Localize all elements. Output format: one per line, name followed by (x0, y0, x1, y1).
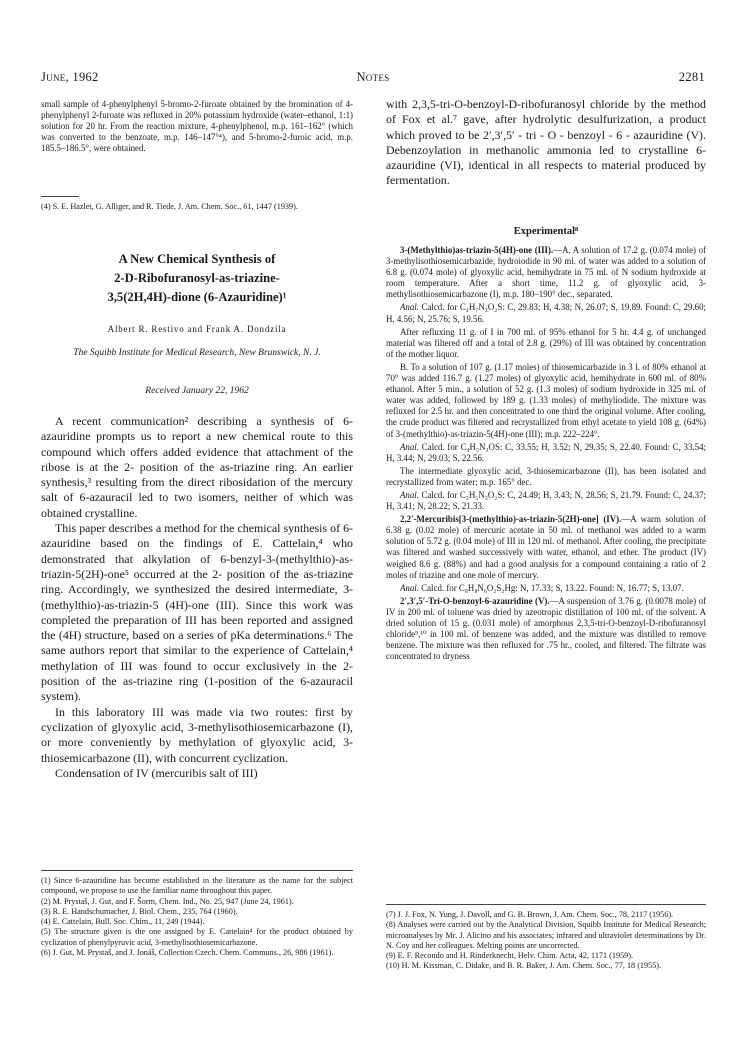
footnote-7: (7) J. J. Fox, N. Yung, J. Davoll, and G. B. Brown, J. Am. Chem. Soc., 78, 2117 (1956). (386, 910, 674, 919)
exp-text-3: After refluxing 11 g. of I in 700 ml. of 95% ethanol for 5 hr. 4.4 g. of unchanged material was filtered off and a total of 2.8 g. (29%) of III was obtained by concentration of the mother liquor. (386, 326, 706, 359)
received-block (41, 386, 353, 396)
exp-section-8 (386, 514, 706, 581)
footnote-9: (9) E. F. Recondo and H. Rinderknecht, Helv. Chim. Acta, 42, 1171 (1959). (386, 951, 634, 961)
left-footnote-4 (41, 202, 353, 212)
body-paragraph-3: In this laboratory III was made via two routes: first by cyclization of glyoxylic acid, 3-methylisothiosemicarbazone (I), or more conveniently by methylation of glyoxylic acid, 3-thiosemicarbazone (II), with concurrent cyclization. (41, 704, 353, 765)
exp-heading-9: Anal. (400, 582, 419, 593)
footnote-6: (6) J. Gut, M. Prystaš, and J. Jonáš, Collection Czech. Chem. Communs., 26, 986 (1961). (41, 948, 334, 958)
exp-text-10: —A suspension of 3.76 g. (0.0078 mole) of IV in 200 ml. of toluene was dried by azeotropic distillation of 100 ml. of the solvent. A dried solution of 15 g. (0.031 mole) of amorphous 2,3,5-tri-O-benzoyl-D-ribofuranosyl chloride⁹,¹⁰ in 100 ml. of benzene was added, and the mixture was distilled to remove benzene. The mixture was then refluxed for .75 hr., cooled, and filtered. The filtrate was concentrated to dryness (386, 595, 706, 662)
exp-section-4 (386, 362, 706, 440)
exp-heading-10: 2′,3′,5′-Tri-O-benzoyl-6-azauridine (V). (400, 595, 550, 606)
right-continuation (386, 97, 706, 189)
left-intro (41, 99, 353, 154)
authors: Albert R. Restivo and Frank A. Dondzila (107, 324, 287, 334)
footnote-4: (4) S. E. Hazlet, G. Alliger, and R. Tiede, J. Am. Chem. Soc., 61, 1447 (1939). (41, 202, 298, 211)
exp-heading-1: 3-(Methylthio)as-triazin-5(4H)-one (III). (400, 245, 554, 255)
body-paragraph-1: A recent communication² describing a synthesis of 6-azauridine prompts us to report a new chemical route to this compound which offers added evidence that attachment of the ribose is at the 2- position of the as-triazine ring. An earlier synthesis,³ resulting from the direct ribosidation of the mercury salt of 6-azauracil led to two isomers, neither of which was obtained crystalline. (41, 414, 353, 520)
footnote-8: (8) Analyses were carried out by the Analytical Division, Squibb Institute for Medical Research; microanalyses by Mr. J. Alicino and his associates; infrared and ultraviolet determinations by Dr. N. Coy and her colleagues. Melting points are uncorrected. (386, 920, 706, 950)
experimental-body (386, 245, 706, 662)
exp-section-9 (386, 583, 706, 594)
page-number: 2281 (678, 70, 705, 84)
footnote-3: (3) R. E. Handschumacher, J. Biol. Chem., 235, 764 (1960). (41, 906, 238, 916)
exp-text-6: The intermediate glyoxylic acid, 3-thiosemicarbazone (II), has been isolated and recrystallized from water; m.p. 165° dec. (386, 465, 706, 487)
exp-section-2 (386, 302, 706, 324)
exp-text-2: Calcd. for C₄H₇N₃O₂S: C, 29.83; H, 4.38; N, 26.07; S, 19.89. Found: C, 29.60; H, 4.56; N, 25.76; S, 19.56. (386, 302, 706, 324)
title-line-1: A New Chemical Synthesis of (118, 252, 276, 266)
footnote-5: (5) The structure given is the one assigned by E. Cattelain⁴ for the product obtained by cyclization of phenylpyruvic acid, 3-methylisothiosemicarbazone. (41, 927, 353, 947)
exp-section-7 (386, 490, 706, 512)
header-section: Notes (356, 70, 390, 84)
footnote-10: (10) H. M. Kissman, C. Didake, and B. R. Baker, J. Am. Chem. Soc., 77, 18 (1955). (386, 961, 662, 971)
exp-text-7: Calcd. for C₃H₅N₃O₂S: C, 24.49; H, 3.43; N, 28.56; S, 21.79. Found: C, 24.37; H, 3.41; N, 28.22; S, 21.33. (386, 489, 706, 512)
title-line-2: 2-D-Ribofuranosyl-as-triazine- (114, 271, 280, 285)
title-line-3: 3,5(2H,4H)-dione (6-Azauridine)¹ (107, 290, 287, 304)
exp-text-1: —A. A solution of 17.2 g. (0.074 mole) of 3-methylisothiosemicarbazide, hydroiodide in 90 ml. of water was added to a solution of 6.8 g. (0.074 mole) of glyoxylic acid, hemihydrate in 75 ml. of N sodium hydroxide at room temperature. After a short time, 11.2 g. of glyoxylic acid, 3-methylisothiosemicarbazone (I), m.p. 180–190° dec., separated. (386, 245, 706, 300)
exp-heading-7: Anal. (400, 489, 419, 500)
body-paragraph-4: Condensation of IV (mercuribis salt of III) (55, 765, 258, 780)
institution-block (55, 347, 339, 359)
exp-heading-8: 2,2′-Mercuribis[3-(methylthio)-as-triazin-5(2H)-one] (IV). (400, 514, 622, 525)
article-body (41, 414, 353, 781)
right-footnotes (386, 910, 706, 972)
header-date: June, 1962 (41, 70, 99, 84)
exp-section-10 (386, 596, 706, 663)
exp-text-9: Calcd. for C₈H₈N₆O₂S₂Hg: N, 17.33; S, 13.22. Found: N, 16.77; S, 13.07. (418, 582, 684, 593)
exp-section-5 (386, 442, 706, 464)
exp-text-8: —A warm solution of 6.38 g. (0.02 mole) of mercuric acetate in 50 ml. of methanol was added to a warm solution of 5.72 g. (0.04 mole) of III in 120 ml. of methanol. After cooling, the precipitate was filtered and washed successively with water, ethanol, and ether. The product (IV) weighed 8.6 g. (88%) and had a good analysis for a compound containing a ratio of 2 moles of triazine and one mole of mercury. (386, 514, 706, 580)
footnote-rule (41, 196, 79, 197)
footnote-4b: (4) E. Cattelain, Bull. Soc. Chim., 11, 249 (1944). (41, 917, 205, 927)
experimental-heading: Experimental⁸ (513, 226, 579, 237)
running-header (41, 70, 705, 88)
continuation-paragraph: with 2,3,5-tri-O-benzoyl-D-ribofuranosyl chloride by the method of Fox et al.⁷ gave, after hydrolytic desulfurization, a product which proved to be 2′,3′,5′ - tri - O - benzoyl - 6 - azauridine (V). Debenzoylation in methanolic ammonia led to crystalline 6-azauridine (VI), identical in all respects to material produced by fermentation. (386, 97, 706, 188)
right-footnote-rule (386, 904, 706, 905)
left-footnote-rule (41, 870, 353, 871)
received-date: Received January 22, 1962 (145, 386, 249, 396)
exp-text-5: Calcd. for C₄H₅N₃OS: C, 33.55; H, 3.52; N, 29.35; S, 22.40. Found: C, 33.54; H, 3.44; N, 29.03; S, 22.56. (386, 441, 706, 463)
footnote-2: (2) M. Prystaš, J. Gut, and F. Šorm, Chem. Ind., No. 25, 947 (June 24, 1961). (41, 896, 294, 906)
left-footnotes (41, 876, 353, 958)
footnote-1: (1) Since 6-azauridine has become established in the literature as the name for the subject compound, we propose to use the familiar name throughout this paper. (41, 876, 353, 896)
exp-heading-5: Anal. (400, 441, 419, 452)
exp-section-6 (386, 466, 706, 488)
institution: The Squibb Institute for Medical Research, New Brunswick, N. J. (73, 348, 321, 358)
body-paragraph-2: This paper describes a method for the chemical synthesis of 6-azauridine based on the findings of E. Cattelain,⁴ who demonstrated that alkylation of 6-benzyl-3-(methylthio)-as-triazin-5(2H)-one⁵ occurred at the 2- position of the as-triazine ring. Accordingly, we synthesized the desired intermediate, 3-(methylthio)-as-triazin-5 (4H)-one (III). Since this work was completed the preparation of III has been reported and assigned the (4H) structure, based on a series of pKa determinations.⁶ The same authors report that similar to the experience of Cattelain,⁴ methylation of III was found to occur exclusively in the 2- position of the as-triazine ring (1-position of the 6-azauracil system). (41, 521, 353, 704)
exp-section-1 (386, 245, 706, 300)
experimental-heading-block (386, 226, 706, 237)
authors-block (41, 324, 353, 334)
exp-section-3 (386, 327, 706, 360)
intro-paragraph: small sample of 4-phenylphenyl 5-bromo-2-furoate obtained by the bromination of 4-phenylphenyl 2-furoate was refluxed in 20% potassium hydroxide (water–ethanol, 1:1) solution for 20 hr. From the reaction mixture, 4-phenylphenol, m.p. 161–162° (which was converted to the benzoate, m.p. 146–147°⁴), and 5-bromo-2-furoic acid, m.p. 185.5–186.5°, were obtained. (41, 99, 353, 154)
exp-heading-2: Anal. (400, 302, 419, 313)
article-title (41, 250, 353, 307)
exp-text-4: B. To a solution of 107 g. (1.17 moles) of thiosemicarbazide in 3 l. of 80% ethanol at 70° was added 116.7 g. (1.27 moles) of glyoxylic acid, hemihydrate in 600 ml. of 80% ethanol. After 5 min., a solution of 52 g. (1.3 moles) of sodium hydroxide in 325 ml. of water was added, followed by 189 g. (1.33 moles) of methyliodide. The mixture was refluxed for 2.5 hr. and then concentrated to one third the original volume. After cooling, the crude product was filtered and recrystallized from ethyl acetate to yield 108 g. (64%) of 3-(methylthio)-as-triazin-5(4H)-one (III); m.p. 222–224°. (386, 361, 706, 439)
